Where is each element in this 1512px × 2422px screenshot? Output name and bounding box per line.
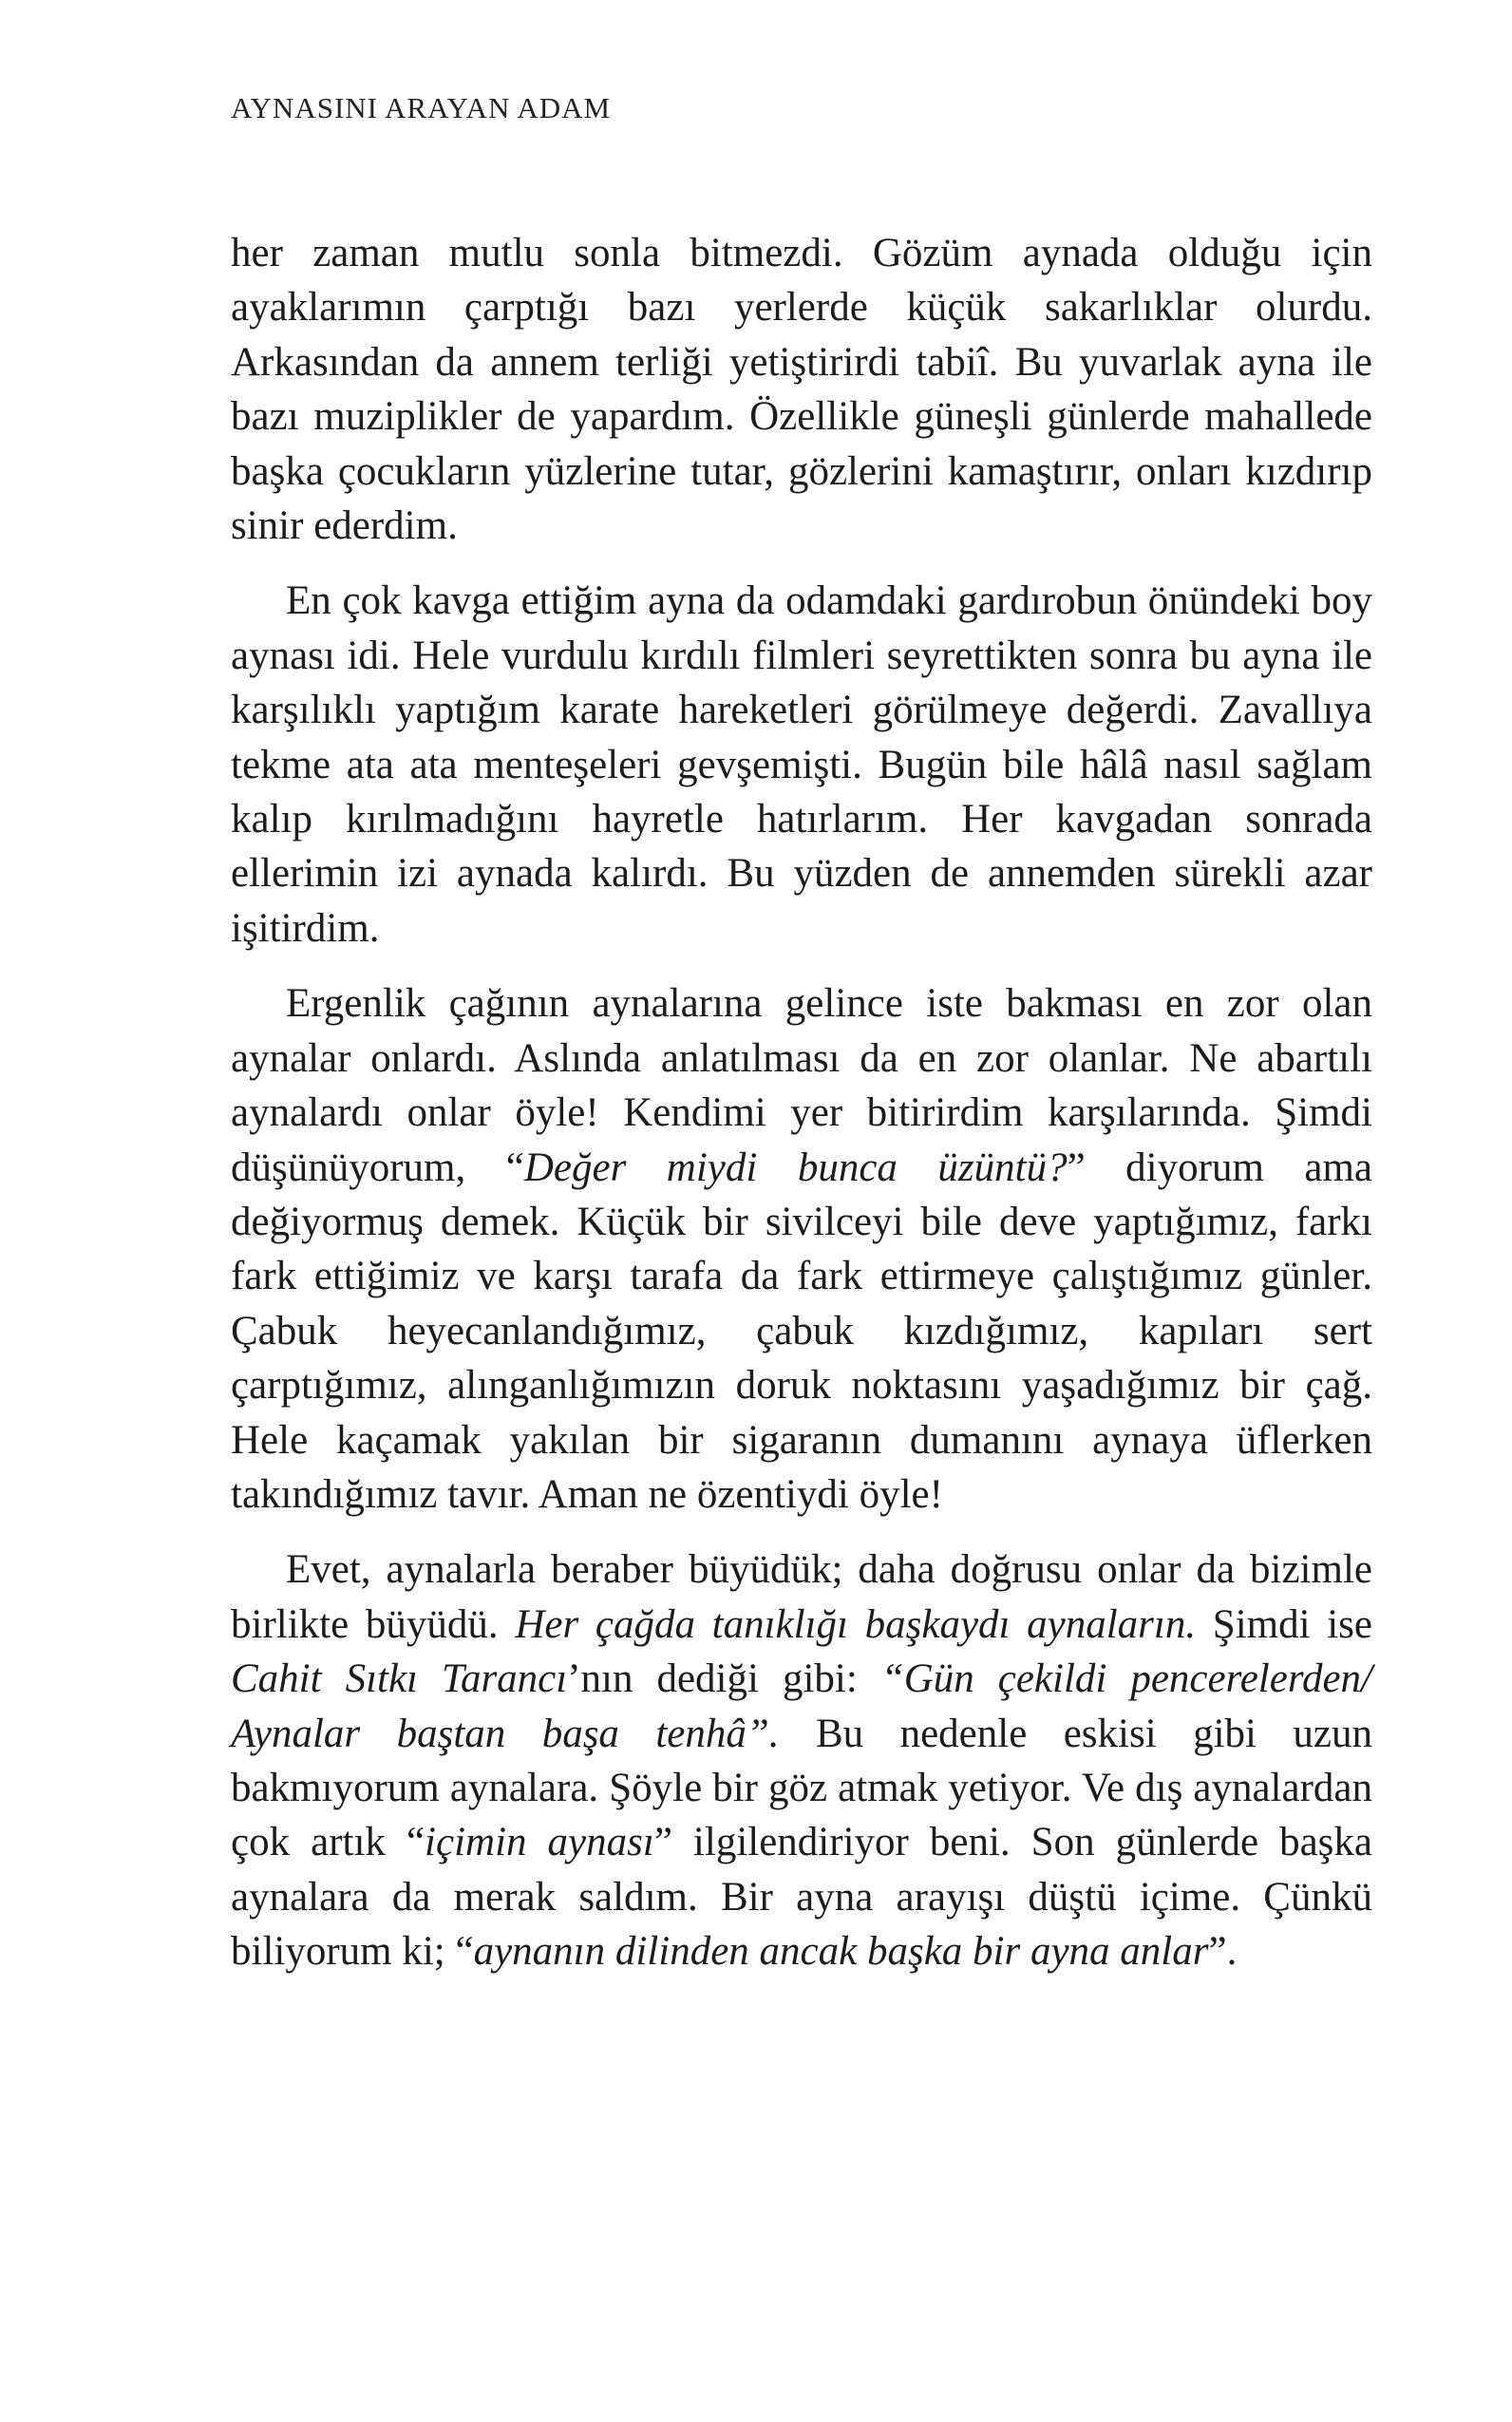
italic-text-segment: içimin aynası: [425, 1820, 654, 1865]
text-segment: Ergenlik çağının aynalarına gelince iste bakması en zor olan aynalar onlardı. Aslında anlatılması da en zor olanlar. Ne abartılı aynalardı onlar öyle! Kendimi yer bitirirdim karşılarında. Şimdi düşünüyorum, “: [231, 981, 1372, 1190]
text-segment: Bu nedenle eskisi gibi uzun bakmıyorum aynalara. Şöyle bir göz atmak yetiyor. Ve dış aynalardan çok artık “: [231, 1711, 1373, 1865]
text-segment: her zaman mutlu sonla bitmezdi. Gözüm aynada olduğu için ayaklarımın çarptığı bazı yerlerde küçük sakarlıklar olurdu. Arkasından da annem terliği yetiştirirdi tabiî. Bu yuvarlak ayna ile bazı muziplikler de yapardım. Özellikle güneşli günlerde mahallede başka çocukların yüzlerine tutar, gözlerini kamaştırır, onları kızdırıp sinir ederdim.: [231, 231, 1372, 549]
text-segment: ” diyorum ama değiyormuş demek. Küçük bir sivilceyi bile deve yaptığımız, farkı fark ettiğimiz ve karşı tarafa da fark ettirmeye çalıştığımız günler. Çabuk heyecanlandığımız, çabuk kızdığımız, kapıları sert çarptığımız, alınganlığımızın doruk noktasını yaşadığımız bir çağ. Hele kaçamak yakılan bir sigaranın dumanını aynaya üflerken takındığımız tavır. Aman ne özentiydi öyle!: [231, 1145, 1372, 1517]
italic-text-segment: aynanın dilinden ancak başka bir ayna anlar: [473, 1929, 1209, 1975]
paragraph-3: [231, 976, 1372, 1522]
text-segment: Evet, aynalarla beraber büyüdük; daha doğrusu onlar da bizimle birlikte büyüdü.: [231, 1547, 1372, 1647]
text-segment: Şimdi ise: [1196, 1601, 1373, 1647]
italic-text-segment: “Gün çekildi pencerelerden/ Aynalar baştan başa tenhâ”.: [231, 1656, 1373, 1756]
paragraph-4: [231, 1542, 1372, 1978]
italic-text-segment: Her çağda tanıklığı başkaydı aynaların.: [515, 1601, 1197, 1647]
body-text: [231, 226, 1372, 2000]
paragraph-1: [231, 226, 1372, 553]
text-segment: ” ilgilendiriyor beni. Son günlerde başka aynalara da merak saldım. Bir ayna arayışı düştü içime. Çünkü biliyorum ki; “: [231, 1820, 1372, 1975]
text-segment: ”.: [1208, 1929, 1238, 1975]
running-header: AYNASINI ARAYAN ADAM: [231, 91, 612, 124]
italic-text-segment: Cahit Sıtkı Tarancı: [231, 1656, 568, 1702]
paragraph-2: [231, 574, 1372, 956]
text-segment: ’nın dediği gibi:: [567, 1656, 881, 1702]
italic-text-segment: Değer miydi bunca üzüntü?: [523, 1145, 1068, 1190]
text-segment: En çok kavga ettiğim ayna da odamdaki gardırobun önündeki boy aynası idi. Hele vurdulu kırdılı filmleri seyrettikten sonra bu ayna ile karşılıklı yaptığım karate hareketleri görülmeye değerdi. Zavallıya tekme ata ata menteşeleri gevşemişti. Bugün bile hâlâ nasıl sağlam kalıp kırılmadığını hayretle hatırlarım. Her kavgadan sonrada ellerimin izi aynada kalırdı. Bu yüzden de annemden sürekli azar işitirdim.: [231, 578, 1372, 951]
